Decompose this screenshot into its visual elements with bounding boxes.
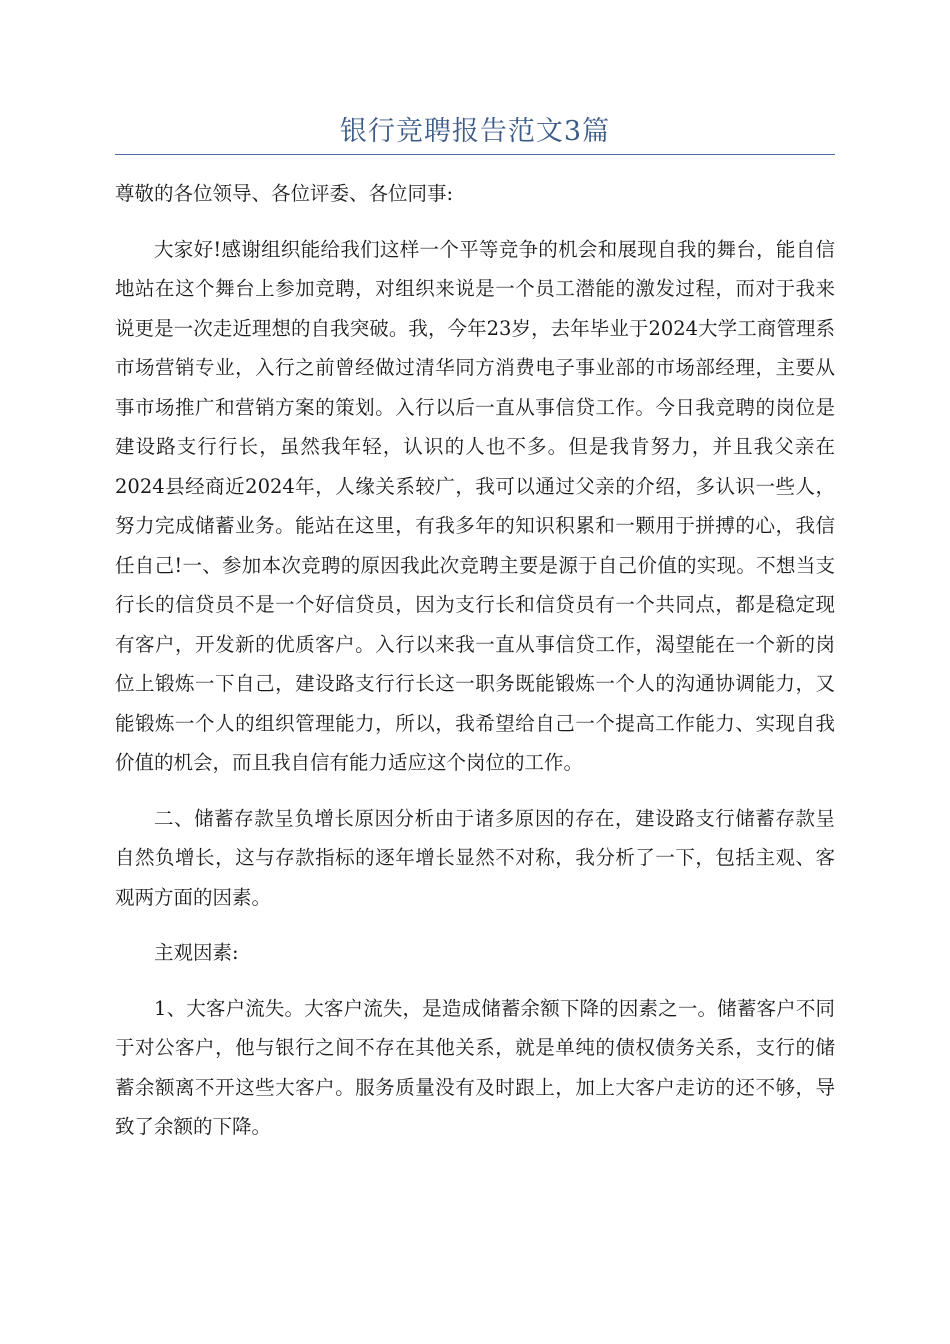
- title-underline: [115, 154, 835, 155]
- paragraph-intro: 大家好!感谢组织能给我们这样一个平等竞争的机会和展现自我的舞台，能自信地站在这个舞台上参加竞聘，对组织来说是一个员工潜能的激发过程，而对于我来说更是一次走近理想的自我突破。我，今年23岁，去年毕业于2024大学工商管理系市场营销专业，入行之前曾经做过清华同方消费电子事业部的市场部经理，主要从事市场推广和营销方案的策划。入行以后一直从事信贷工作。今日我竞聘的岗位是建设路支行行长，虽然我年轻，认识的人也不多。但是我肯努力，并且我父亲在2024县经商近2024年，人缘关系较广，我可以通过父亲的介绍，多认识一些人，努力完成储蓄业务。能站在这里，有我多年的知识积累和一颗用于拼搏的心，我信任自己!一、参加本次竞聘的原因我此次竞聘主要是源于自己价值的实现。不想当支行长的信贷员不是一个好信贷员，因为支行长和信贷员有一个共同点，都是稳定现有客户，开发新的优质客户。入行以来我一直从事信贷工作，渴望能在一个新的岗位上锻炼一下自己，建设路支行行长这一职务既能锻炼一个人的沟通协调能力，又能锻炼一个人的组织管理能力，所以，我希望给自己一个提高工作能力、实现自我价值的机会，而且我自信有能力适应这个岗位的工作。: [115, 237, 835, 774]
- paragraph-deposit-analysis: 二、储蓄存款呈负增长原因分析由于诸多原因的存在，建设路支行储蓄存款呈自然负增长，这与存款指标的逐年增长显然不对称，我分析了一下，包括主观、客观两方面的因素。: [115, 806, 835, 909]
- salutation: 尊敬的各位领导、各位评委、各位同事:: [115, 182, 454, 205]
- paragraph-big-client-loss: 1、大客户流失。大客户流失，是造成储蓄余额下降的因素之一。储蓄客户不同于对公客户，他与银行之间不存在其他关系，就是单纯的债权债务关系，支行的储蓄余额离不开这些大客户。服务质量没有及时跟上，加上大客户走访的还不够，导致了余额的下降。: [115, 996, 835, 1138]
- document-body: [115, 174, 835, 1147]
- paragraph-subjective-factors: 主观因素:: [154, 941, 239, 964]
- document-title: 银行竞聘报告范文3篇: [339, 116, 611, 147]
